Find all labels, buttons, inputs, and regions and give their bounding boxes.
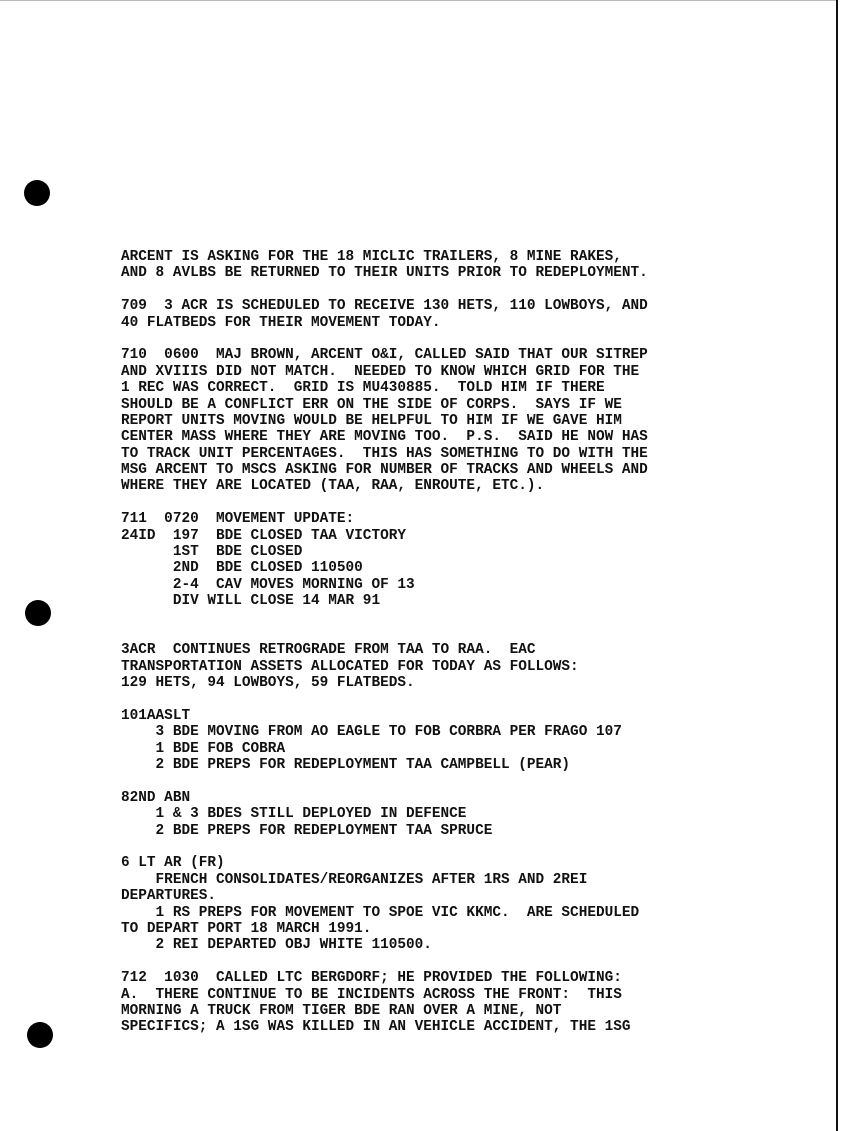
text-line: A. THERE CONTINUE TO BE INCIDENTS ACROSS THE FRONT: THIS: [121, 986, 622, 1003]
text-line: FRENCH CONSOLIDATES/REORGANIZES AFTER 1RS AND 2REI: [121, 871, 588, 888]
text-line: TO DEPART PORT 18 MARCH 1991.: [121, 921, 372, 938]
text-line: 2-4 CAV MOVES MORNING OF 13: [121, 576, 415, 593]
text-line: 1 BDE FOB COBRA: [121, 740, 286, 757]
punch-hole-top: [24, 180, 50, 206]
text-line: SHOULD BE A CONFLICT ERR ON THE SIDE OF CORPS. SAYS IF WE: [121, 396, 622, 413]
text-line: 2 BDE PREPS FOR REDEPLOYMENT TAA CAMPBELL (PEAR): [121, 757, 571, 774]
page-top-edge: [0, 0, 838, 1]
text-line: CENTER MASS WHERE THEY ARE MOVING TOO. P.S. SAID HE NOW HAS: [121, 429, 648, 446]
text-line: 40 FLATBEDS FOR THEIR MOVEMENT TODAY.: [121, 314, 441, 331]
punch-hole-bottom: [27, 1022, 53, 1048]
paragraph-gap: [121, 626, 821, 642]
text-line: 129 HETS, 94 LOWBOYS, 59 FLATBEDS.: [121, 675, 415, 692]
paragraph-gap: [121, 331, 821, 347]
text-line: AND 8 AVLBS BE RETURNED TO THEIR UNITS PRIOR TO REDEPLOYMENT.: [121, 265, 648, 282]
log-entries: [121, 249, 821, 1036]
text-line: 3 BDE MOVING FROM AO EAGLE TO FOB CORBRA PER FRAGO 107: [121, 724, 622, 741]
text-line: DIV WILL CLOSE 14 MAR 91: [121, 593, 381, 610]
text-line: 101AASLT: [121, 707, 191, 724]
text-line: 6 LT AR (FR): [121, 855, 225, 872]
text-line: 1 RS PREPS FOR MOVEMENT TO SPOE VIC KKMC. ARE SCHEDULED: [121, 904, 640, 921]
text-line: WHERE THEY ARE LOCATED (TAA, RAA, ENROUTE, ETC.).: [121, 478, 545, 495]
text-line: TRANSPORTATION ASSETS ALLOCATED FOR TODAY AS FOLLOWS:: [121, 658, 579, 675]
text-line: 711 0720 MOVEMENT UPDATE:: [121, 511, 355, 528]
paragraph-gap: [121, 839, 821, 855]
paragraph-gap: [121, 774, 821, 790]
text-line: ARCENT IS ASKING FOR THE 18 MICLIC TRAILERS, 8 MINE RAKES,: [121, 249, 622, 265]
text-line: 710 0600 MAJ BROWN, ARCENT O&I, CALLED SAID THAT OUR SITREP: [121, 347, 648, 364]
page-right-edge: [836, 0, 838, 1131]
text-line: 712 1030 CALLED LTC BERGDORF; HE PROVIDED THE FOLLOWING:: [121, 970, 622, 987]
text-line: 24ID 197 BDE CLOSED TAA VICTORY: [121, 527, 406, 544]
text-line: 2 REI DEPARTED OBJ WHITE 110500.: [121, 937, 432, 954]
text-line: 2 BDE PREPS FOR REDEPLOYMENT TAA SPRUCE: [121, 822, 493, 839]
paragraph-gap: [121, 692, 821, 708]
paragraph-gap: [121, 495, 821, 511]
text-line: 1 & 3 BDES STILL DEPLOYED IN DEFENCE: [121, 806, 467, 823]
text-line: MSG ARCENT TO MSCS ASKING FOR NUMBER OF TRACKS AND WHEELS AND: [121, 462, 648, 479]
text-line: TO TRACK UNIT PERCENTAGES. THIS HAS SOMETHING TO DO WITH THE: [121, 445, 648, 462]
punch-hole-middle: [25, 600, 51, 626]
text-line: AND XVIIIS DID NOT MATCH. NEEDED TO KNOW WHICH GRID FOR THE: [121, 363, 640, 380]
text-line: MORNING A TRUCK FROM TIGER BDE RAN OVER A MINE, NOT: [121, 1002, 562, 1019]
text-line: 3ACR CONTINUES RETROGRADE FROM TAA TO RAA. EAC: [121, 642, 536, 659]
text-line: 2ND BDE CLOSED 110500: [121, 560, 363, 577]
text-line: SPECIFICS; A 1SG WAS KILLED IN AN VEHICLE ACCIDENT, THE 1SG: [121, 1019, 631, 1036]
text-line: 1 REC WAS CORRECT. GRID IS MU430885. TOLD HIM IF THERE: [121, 380, 605, 397]
paragraph-gap: [121, 282, 821, 298]
paragraph-gap: [121, 954, 821, 970]
text-line: REPORT UNITS MOVING WOULD BE HELPFUL TO HIM IF WE GAVE HIM: [121, 412, 622, 429]
text-line: DEPARTURES.: [121, 888, 216, 905]
paragraph-gap: [121, 610, 821, 626]
text-line: 1ST BDE CLOSED: [121, 544, 303, 561]
text-line: 709 3 ACR IS SCHEDULED TO RECEIVE 130 HETS, 110 LOWBOYS, AND: [121, 298, 648, 315]
text-line: 82ND ABN: [121, 789, 191, 806]
